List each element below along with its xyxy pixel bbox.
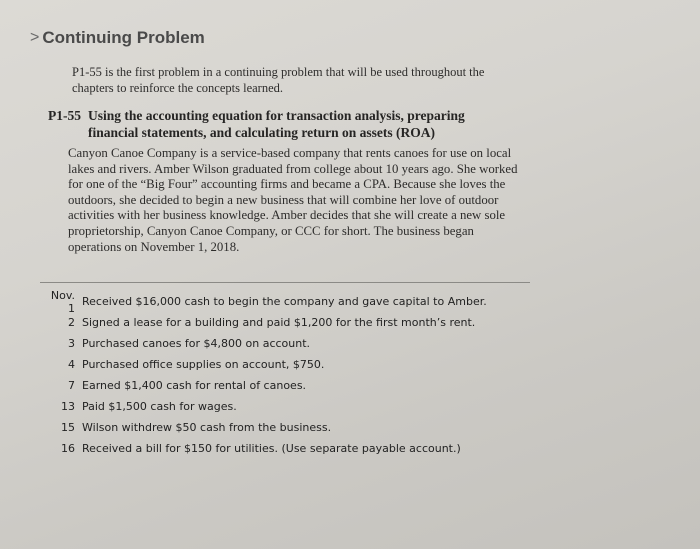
transaction-description: Purchased office supplies on account, $750.	[82, 358, 325, 371]
transaction-row	[44, 354, 564, 375]
section-title: Continuing Problem	[42, 28, 205, 47]
transaction-date: 15	[61, 421, 75, 434]
transaction-row	[44, 396, 564, 417]
chevron-right-icon: >	[30, 29, 40, 46]
transaction-date: 4	[68, 358, 75, 371]
problem-body	[68, 146, 518, 255]
transaction-date: 13	[61, 400, 75, 413]
intro-paragraph	[72, 64, 512, 96]
transaction-description: Received $16,000 cash to begin the company and gave capital to Amber.	[82, 295, 487, 308]
transaction-row	[44, 312, 564, 333]
transaction-description: Purchased canoes for $4,800 on account.	[82, 337, 311, 350]
transaction-row	[44, 288, 564, 315]
transaction-row	[44, 333, 564, 354]
transaction-list	[44, 288, 564, 459]
section-header	[30, 28, 205, 48]
problem-title: Using the accounting equation for transaction analysis, preparing financial statements, and calculating return on assets (ROA)	[88, 108, 465, 140]
problem-block	[48, 107, 518, 255]
transaction-description: Wilson withdrew $50 cash from the business.	[82, 421, 332, 434]
transaction-date: 7	[68, 379, 75, 392]
problem-body-text: Canyon Canoe Company is a service-based company that rents canoes for use on local lakes and rivers. Amber Wilson graduated from college about 10 years ago. She worked for one of the “Big Four” accounting firms and became a CPA. Because she loves the outdoors, she decided to begin a new business that will combine her love of outdoor activities with her business knowledge. Amber decides that she will create a new sole proprietorship, Canyon Canoe Company, or CCC for short. The business began operations on November 1, 2018.	[68, 146, 518, 254]
transaction-date: 3	[68, 337, 75, 350]
transaction-row	[44, 375, 564, 396]
problem-heading	[48, 107, 518, 141]
intro-text: P1-55 is the first problem in a continuing problem that will be used throughout the chapters to reinforce the concepts learned.	[72, 65, 485, 95]
transaction-date: Nov. 1	[50, 288, 75, 315]
transaction-date: 2	[68, 316, 75, 329]
transaction-description: Earned $1,400 cash for rental of canoes.	[82, 379, 307, 392]
transaction-date: 16	[61, 442, 75, 455]
transaction-description: Paid $1,500 cash for wages.	[82, 400, 237, 413]
transaction-row	[44, 438, 564, 459]
problem-number: P1-55	[48, 108, 81, 123]
transaction-description: Received a bill for $150 for utilities. (Use separate payable account.)	[82, 442, 461, 455]
divider-line	[40, 282, 530, 283]
transaction-description: Signed a lease for a building and paid $1,200 for the first month’s rent.	[82, 316, 476, 329]
transaction-row	[44, 417, 564, 438]
